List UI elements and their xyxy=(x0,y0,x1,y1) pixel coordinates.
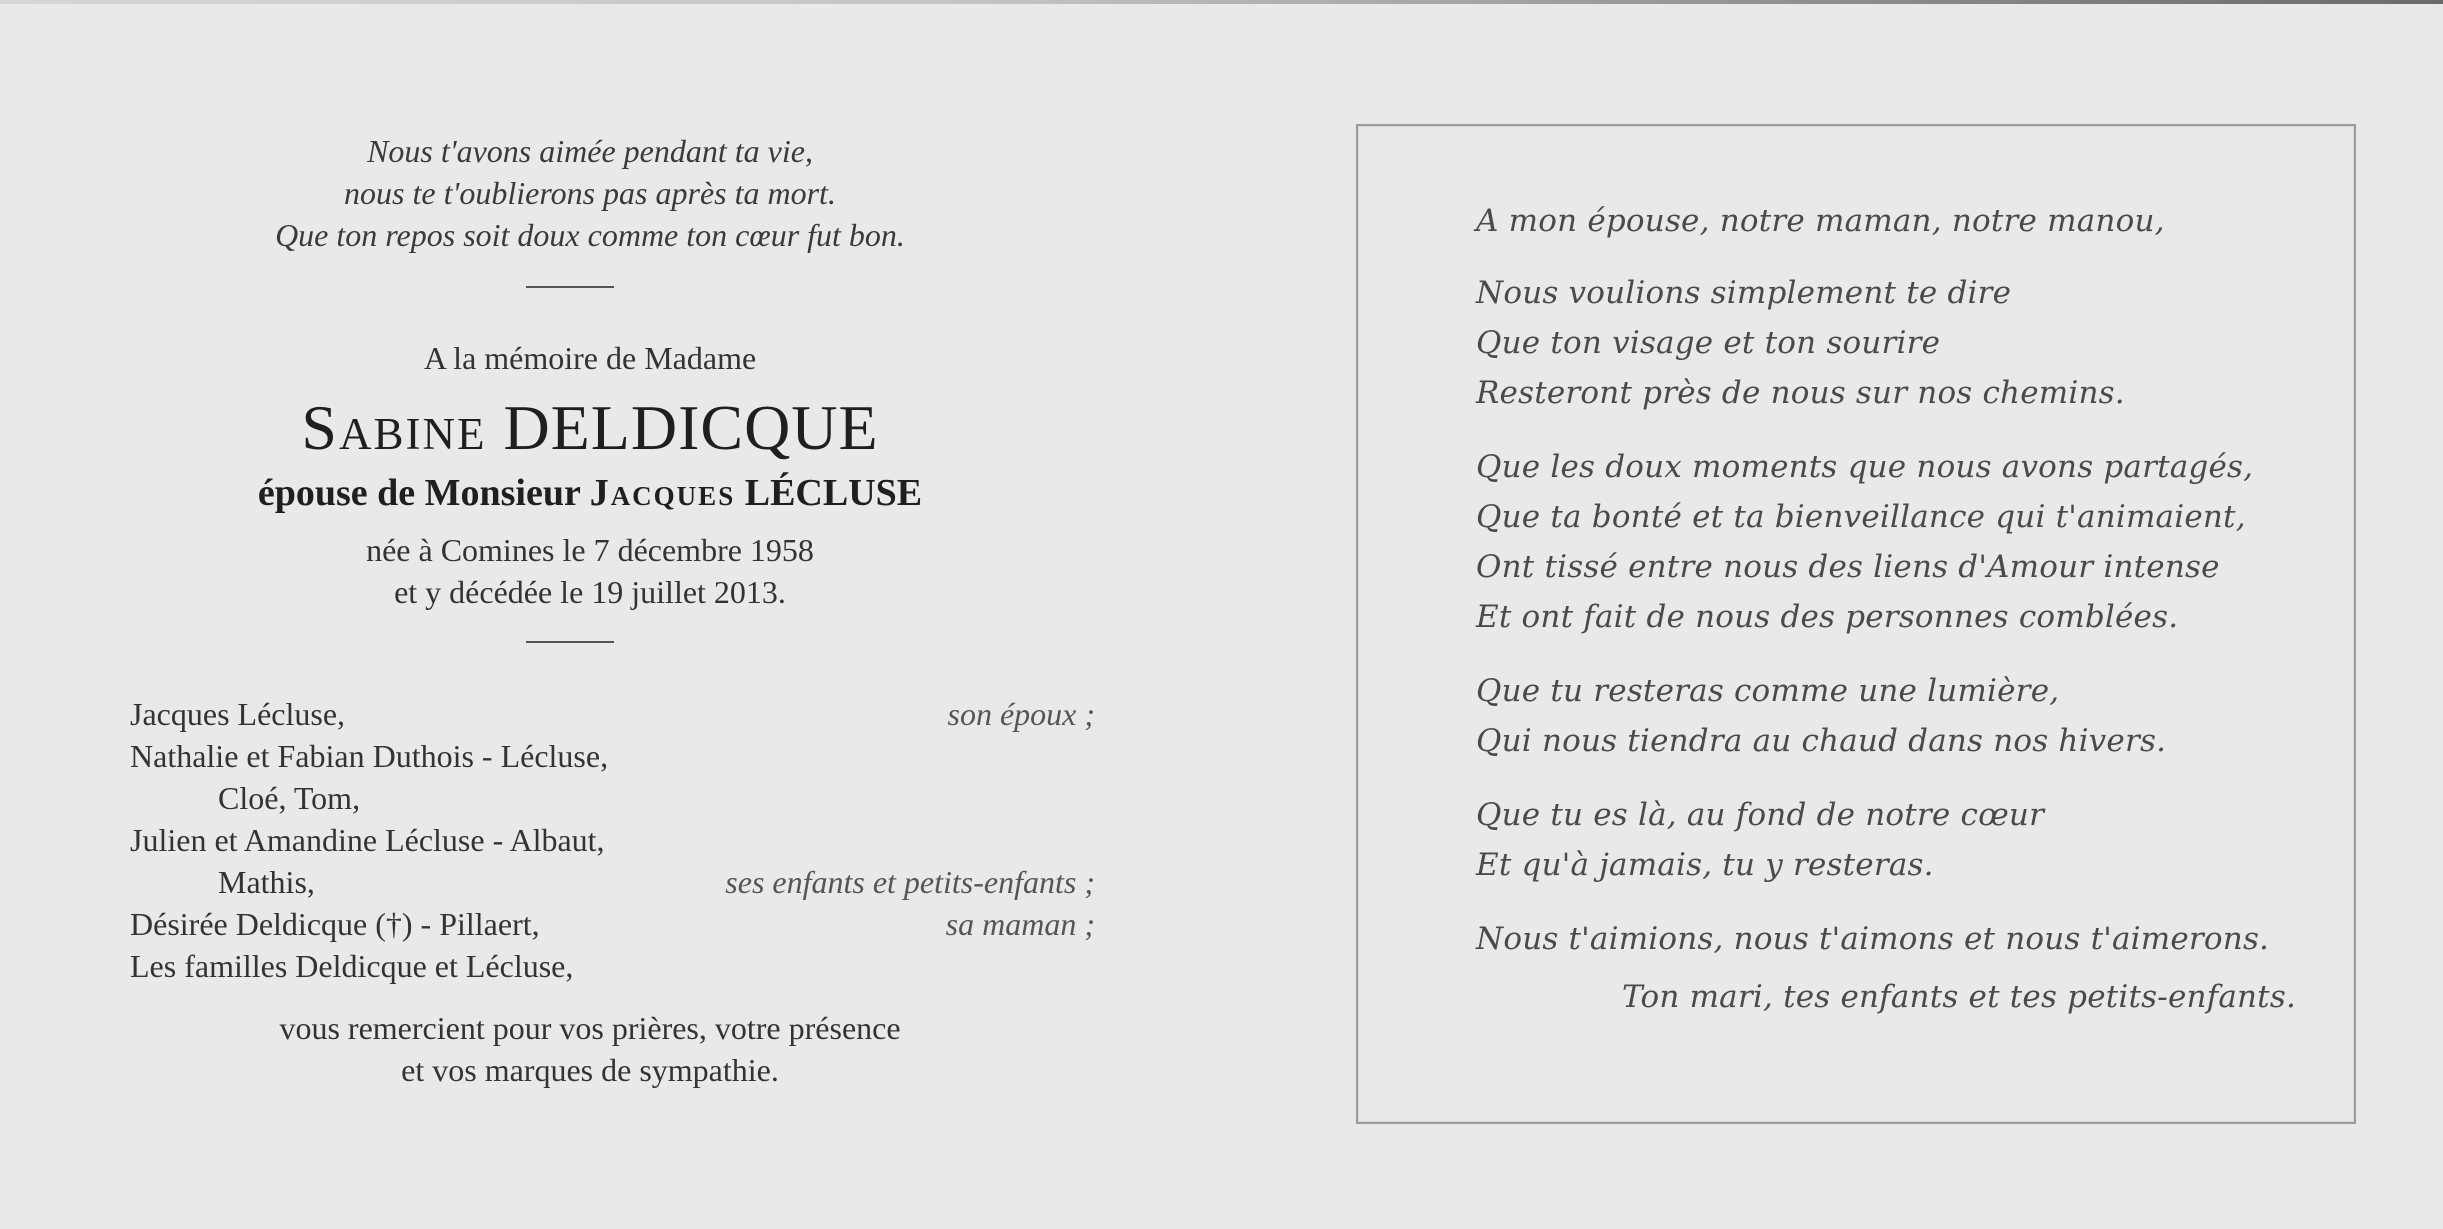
poem-stanza xyxy=(1476,790,2306,890)
spouse-last-name: LÉCLUSE xyxy=(744,472,923,514)
life-dates xyxy=(90,529,1090,613)
family-member: Jacques Lécluse, xyxy=(130,696,346,732)
poem-line: Et ont fait de nous des personnes comblées. xyxy=(1476,599,2179,635)
poem-stanza xyxy=(1476,666,2306,766)
family-relation: son époux ; xyxy=(947,696,1095,732)
memorial-intro: A la mémoire de Madame xyxy=(423,340,757,376)
memorial-left-page xyxy=(130,130,1095,1091)
family-member: Nathalie et Fabian Duthois - Lécluse, xyxy=(130,738,609,774)
deceased-first-name: Sabine xyxy=(301,392,487,463)
poem-line: Que tu resteras comme une lumière, xyxy=(1476,673,2060,709)
poem-line: Que les doux moments que nous avons partagés, xyxy=(1476,449,2254,485)
poem xyxy=(1476,196,2306,1022)
divider xyxy=(526,641,614,643)
family-member: Cloé, Tom, xyxy=(218,780,361,816)
poem-line: Que ton visage et ton sourire xyxy=(1476,325,1941,361)
family-row xyxy=(130,903,1095,945)
poem-line: Nous voulions simplement te dire xyxy=(1476,275,2012,311)
family-relation: ses enfants et petits-enfants ; xyxy=(725,864,1095,900)
poem-line: Ont tissé entre nous des liens d'Amour intense xyxy=(1476,549,2220,585)
deceased-last-name: DELDICQUE xyxy=(503,392,879,463)
poem-line: Que tu es là, au fond de notre cœur xyxy=(1476,797,2045,833)
thanks-text xyxy=(90,1007,1090,1091)
poem-stanza xyxy=(1476,268,2306,418)
family-member: Les familles Deldicque et Lécluse, xyxy=(130,948,574,984)
thanks-line: vous remercient pour vos prières, votre présence xyxy=(279,1010,901,1046)
poem-line: Nous t'aimions, nous t'aimons et nous t'aimerons. xyxy=(1476,921,2270,957)
poem-signature: Ton mari, tes enfants et tes petits-enfants. xyxy=(1622,979,2296,1015)
poem-stanza xyxy=(1476,442,2306,642)
poem-line: Qui nous tiendra au chaud dans nos hivers. xyxy=(1476,723,2167,759)
deceased-name xyxy=(90,391,1090,465)
poem-frame xyxy=(1356,124,2356,1124)
spouse-first-name: Jacques xyxy=(589,472,736,514)
top-edge-shadow xyxy=(0,0,2443,4)
epigraph-line: Nous t'avons aimée pendant ta vie, xyxy=(367,133,813,169)
divider xyxy=(526,286,614,288)
poem-stanza xyxy=(1476,914,2306,964)
poem-stanza xyxy=(1476,196,2306,246)
family-row xyxy=(130,861,1095,903)
family-member: Mathis, xyxy=(218,864,315,900)
poem-line: A mon épouse, notre maman, notre manou, xyxy=(1476,203,2165,239)
poem-line: Resteront près de nous sur nos chemins. xyxy=(1476,375,2125,411)
epigraph-line: Que ton repos soit doux comme ton cœur fut bon. xyxy=(275,217,905,253)
poem-line: Et qu'à jamais, tu y resteras. xyxy=(1476,847,1934,883)
thanks-line: et vos marques de sympathie. xyxy=(401,1052,779,1088)
family-member: Désirée Deldicque (†) - Pillaert, xyxy=(130,906,540,942)
family-row xyxy=(130,777,1095,819)
spouse-line xyxy=(90,471,1090,515)
family-row xyxy=(130,945,1095,987)
family-relation: sa maman ; xyxy=(945,906,1095,942)
spouse-prefix: épouse de Monsieur xyxy=(257,472,581,514)
epigraph xyxy=(90,130,1090,256)
family-row xyxy=(130,735,1095,777)
family-list xyxy=(130,693,1095,987)
death-line: et y décédée le 19 juillet 2013. xyxy=(394,574,786,610)
epigraph-line: nous te t'oublierons pas après ta mort. xyxy=(344,175,836,211)
family-member: Julien et Amandine Lécluse - Albaut, xyxy=(130,822,605,858)
family-row xyxy=(130,819,1095,861)
poem-line: Que ta bonté et ta bienveillance qui t'animaient, xyxy=(1476,499,2246,535)
family-row xyxy=(130,693,1095,735)
birth-line: née à Comines le 7 décembre 1958 xyxy=(366,532,814,568)
